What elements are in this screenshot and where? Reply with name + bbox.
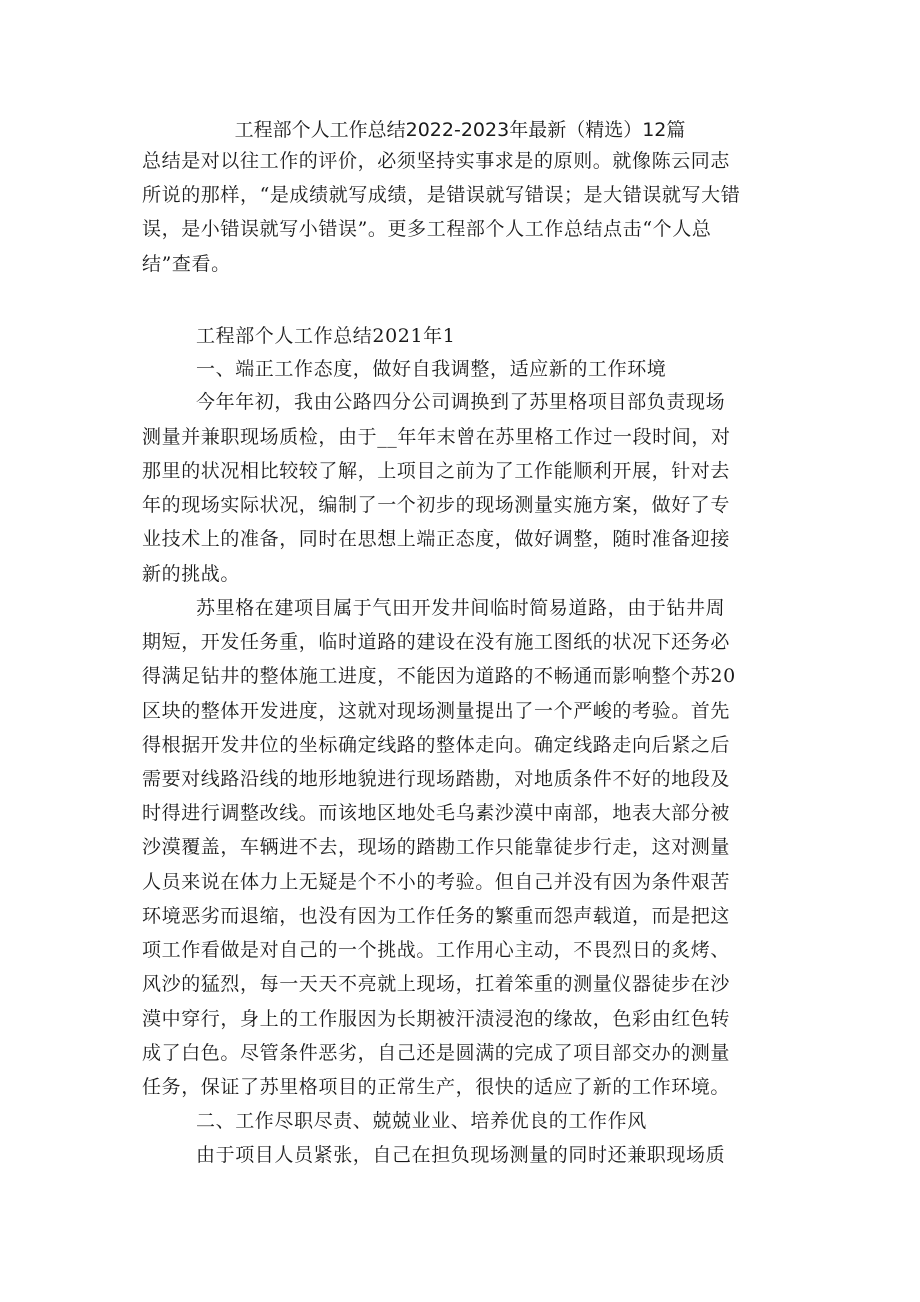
paragraph-line: 风沙的猛烈，每一天天不亮就上现场，扛着笨重的测量仪器徒步在沙 — [142, 973, 731, 995]
paragraph-line: 苏里格在建项目属于气田开发井间临时简易道路，由于钻井周 — [196, 597, 726, 619]
paragraph-line: 项工作看做是对自己的一个挑战。工作用心主动，不畏烈日的炙烤、 — [142, 939, 731, 961]
paragraph-line: 期短，开发任务重，临时道路的建设在没有施工图纸的状况下还务必 — [142, 631, 731, 653]
document-title: 工程部个人工作总结2022-2023年最新（精选）12篇 — [234, 119, 686, 141]
paragraph-line: 时得进行调整改线。而该地区地处毛乌素沙漠中南部，地表大部分被 — [142, 802, 731, 824]
paragraph-line: 区块的整体开发进度，这就对现场测量提出了一个严峻的考验。首先 — [142, 700, 731, 722]
paragraph-line: 业技术上的准备，同时在思想上端正态度，做好调整，随时准备迎接 — [142, 528, 731, 550]
intro-line: 总结是对以往工作的评价，必须坚持实事求是的原则。就像陈云同志 — [142, 150, 731, 172]
paragraph-line: 漠中穿行，身上的工作服因为长期被汗渍浸泡的缘故，色彩由红色转 — [142, 1008, 731, 1030]
section-heading: 二、工作尽职尽责、兢兢业业、培养优良的工作作风 — [196, 1110, 647, 1132]
paragraph-line: 沙漠覆盖，车辆进不去，现场的踏勘工作只能靠徒步行走，这对测量 — [142, 836, 731, 858]
paragraph-line: 由于项目人员紧张，自己在担负现场测量的同时还兼职现场质 — [196, 1144, 726, 1166]
paragraph-line: 得满足钻井的整体施工进度，不能因为道路的不畅通而影响整个苏20 — [142, 665, 736, 687]
paragraph-line: 测量并兼职现场质检，由于__年年末曾在苏里格工作过一段时间，对 — [142, 426, 731, 448]
paragraph-line: 年的现场实际状况，编制了一个初步的现场测量实施方案，做好了专 — [142, 494, 731, 516]
paragraph-line: 今年年初，我由公路四分公司调换到了苏里格项目部负责现场 — [196, 391, 726, 413]
paragraph-line: 需要对线路沿线的地形地貌进行现场踏勘，对地质条件不好的地段及 — [142, 768, 731, 790]
paragraph-line: 新的挑战。 — [142, 563, 241, 585]
intro-line: 结”查看。 — [142, 253, 231, 275]
intro-line: 所说的那样，“是成绩就写成绩，是错误就写错误；是大错误就写大错 — [142, 184, 741, 206]
paragraph-line: 环境恶劣而退缩，也没有因为工作任务的繁重而怨声载道，而是把这 — [142, 905, 731, 927]
paragraph-line: 任务，保证了苏里格项目的正常生产，很快的适应了新的工作环境。 — [142, 1076, 731, 1098]
paragraph-line: 成了白色。尽管条件恶劣，自己还是圆满的完成了项目部交办的测量 — [142, 1042, 731, 1064]
paragraph-line: 那里的状况相比较较了解，上项目之前为了工作能顺利开展，针对去 — [142, 460, 731, 482]
intro-line: 误，是小错误就写小错误”。更多工程部个人工作总结点击“个人总 — [142, 218, 712, 240]
section-heading: 一、端正工作态度，做好自我调整，适应新的工作环境 — [196, 358, 667, 380]
paragraph-line: 得根据开发井位的坐标确定线路的整体走向。确定线路走向后紧之后 — [142, 734, 731, 756]
section-title: 工程部个人工作总结2021年1 — [196, 325, 456, 347]
paragraph-line: 人员来说在体力上无疑是个不小的考验。但自己并没有因为条件艰苦 — [142, 871, 731, 893]
